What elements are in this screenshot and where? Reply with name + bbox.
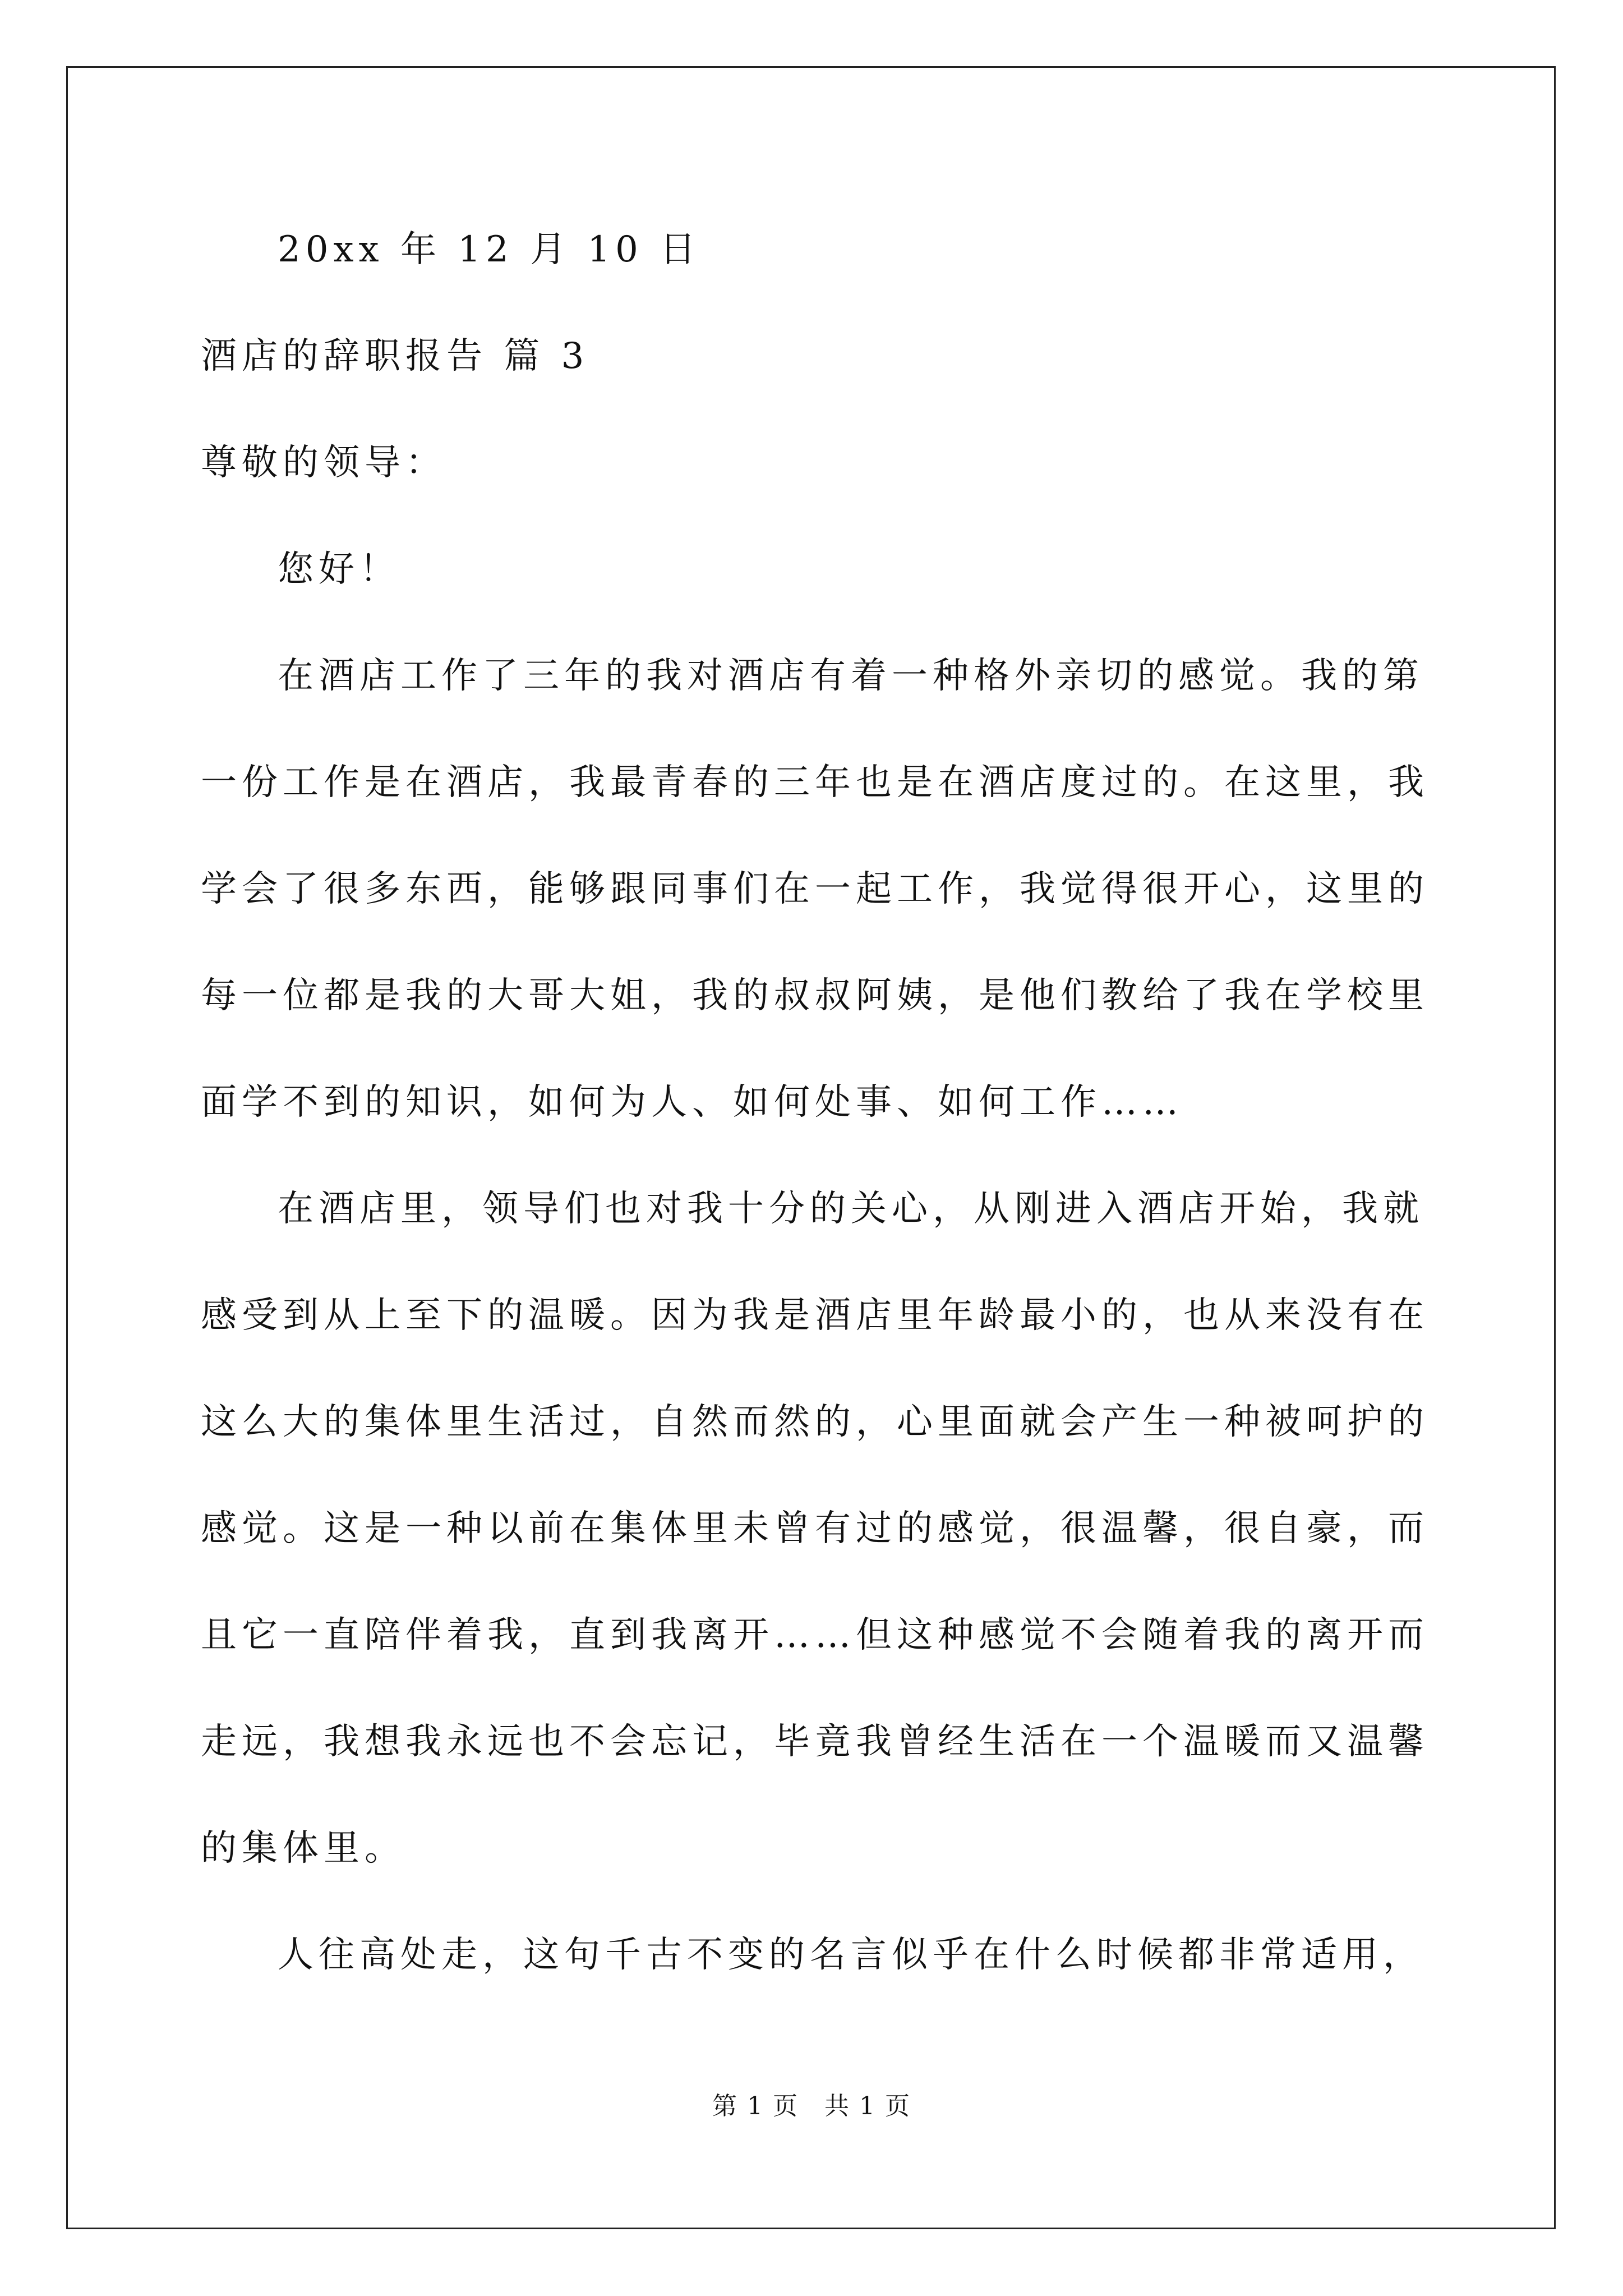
paragraph-line: 的集体里。 (201, 1828, 405, 1869)
paragraph-line: 感受到从上至下的温暖。因为我是酒店里年龄最小的，也从来没有在 (201, 1295, 1429, 1336)
paragraph-line: 这么大的集体里生活过，自然而然的，心里面就会产生一种被呵护的 (201, 1401, 1429, 1443)
salutation: 尊敬的领导： (201, 442, 446, 484)
paragraph-line: 一份工作是在酒店，我最青春的三年也是在酒店度过的。在这里，我 (201, 762, 1429, 803)
page-border (66, 66, 1556, 2229)
paragraph-line: 走远，我想我永远也不会忘记，毕竟我曾经生活在一个温暖而又温馨 (201, 1721, 1429, 1763)
letter-date: 20xx 年 12 月 10 日 (278, 229, 701, 270)
page-footer: 第 1 页 共 1 页 (712, 2092, 911, 2120)
paragraph-line: 且它一直陪伴着我，直到我离开……但这种感觉不会随着我的离开而 (201, 1614, 1429, 1656)
greeting: 您好！ (278, 549, 400, 590)
paragraph-line: 感觉。这是一种以前在集体里未曾有过的感觉，很温馨，很自豪，而 (201, 1508, 1429, 1549)
paragraph-line: 每一位都是我的大哥大姐，我的叔叔阿姨，是他们教给了我在学校里 (201, 975, 1429, 1016)
paragraph-line: 在酒店工作了三年的我对酒店有着一种格外亲切的感觉。我的第 (278, 655, 1424, 697)
document-title: 酒店的辞职报告 篇 3 (201, 335, 589, 377)
paragraph-line: 在酒店里，领导们也对我十分的关心，从刚进入酒店开始，我就 (278, 1188, 1424, 1230)
paragraph-line: 人往高处走，这句千古不变的名言似乎在什么时候都非常适用， (278, 1934, 1424, 1976)
paragraph-line: 学会了很多东西，能够跟同事们在一起工作，我觉得很开心，这里的 (201, 868, 1429, 910)
paragraph-line: 面学不到的知识，如何为人、如何处事、如何工作…… (201, 1082, 1183, 1123)
